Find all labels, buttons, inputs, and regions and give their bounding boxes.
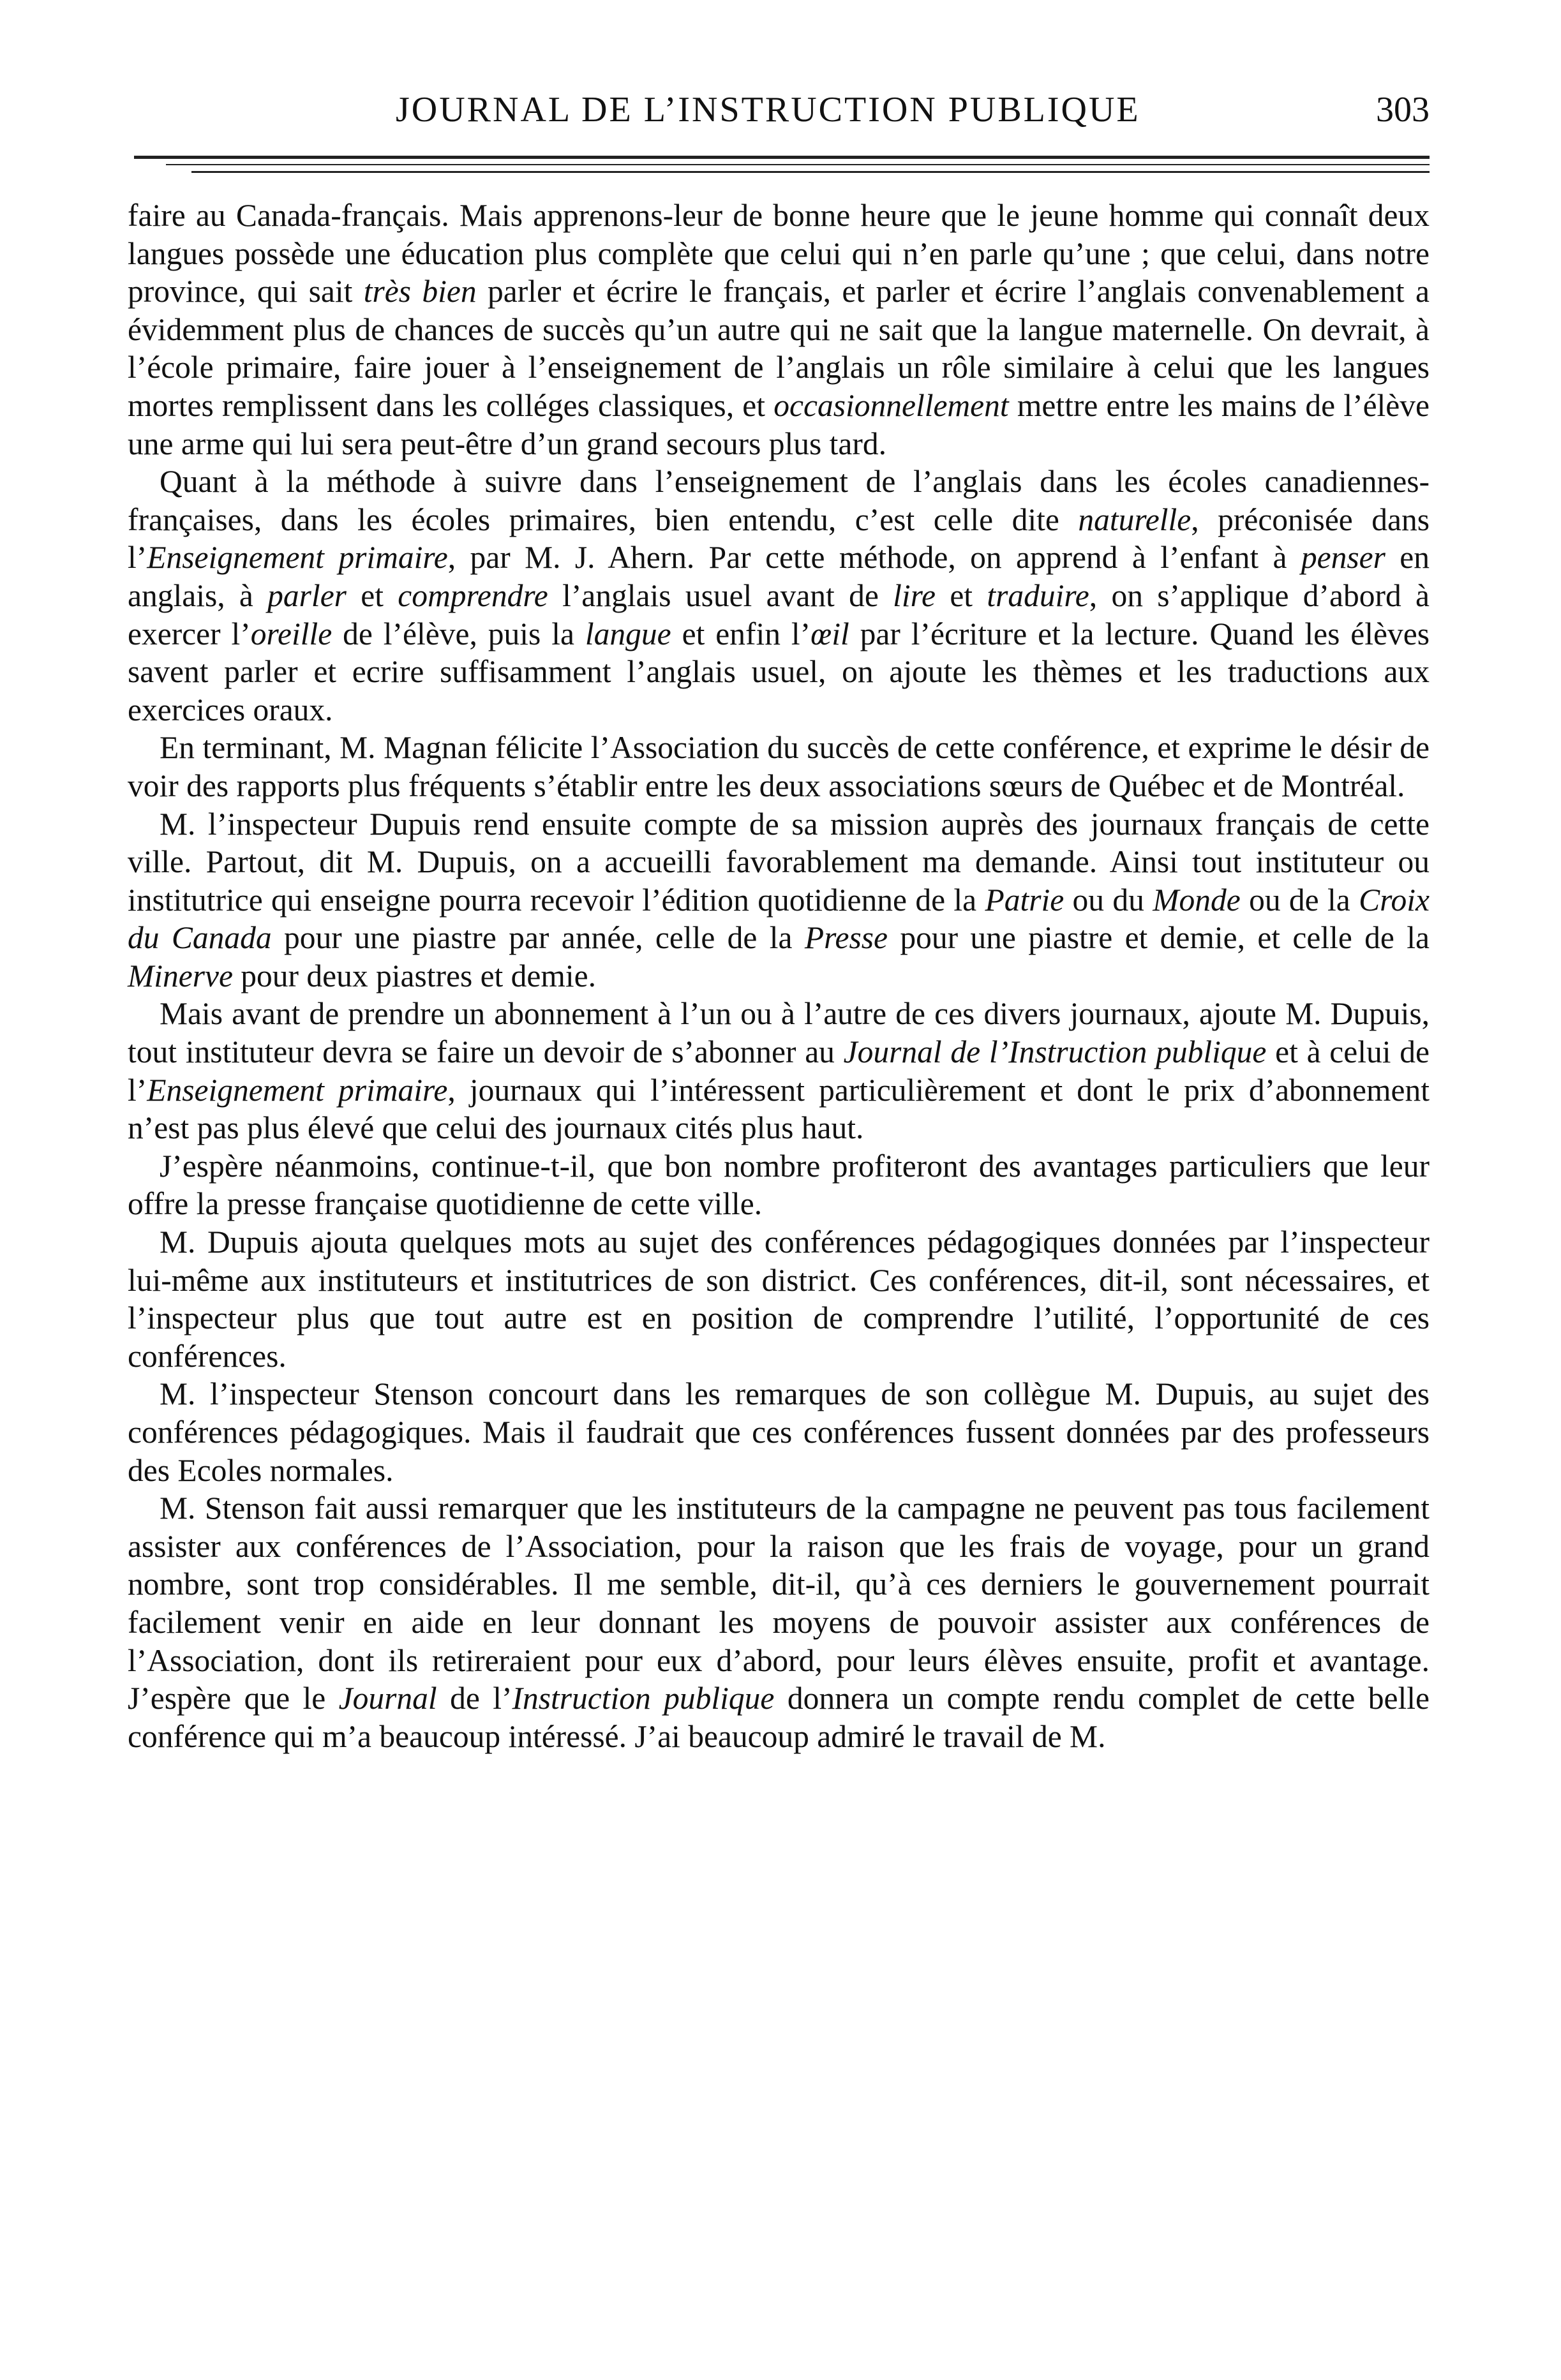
header-rule xyxy=(134,156,1430,159)
italic-text: penser xyxy=(1301,540,1385,576)
text-run: parler et écrire le français, et parler et écrire l’anglais convenablement a évidemment plus de chances de succès qu’un autre qui ne sait que la langue maternelle. On devrait, à l’école primaire, faire jouer à l’enseignement de l’anglais un rôle similaire à celui que les langues mortes remplissent dans les colléges classiques, et xyxy=(128,274,1430,423)
italic-text: lire xyxy=(893,577,936,613)
italic-text: oreille xyxy=(250,616,332,651)
article-body xyxy=(128,197,1430,1755)
page-number: 303 xyxy=(1376,90,1430,130)
italic-text: Instruction publique xyxy=(512,1681,775,1716)
text-run: de l’élève, puis la xyxy=(332,616,585,651)
paragraph xyxy=(128,197,1430,463)
italic-text: Enseignement primaire xyxy=(147,540,448,576)
text-run: En terminant, M. Magnan félicite l’Association du succès de cette conférence, et exprime le désir de voir des rapports plus fréquents s’établir entre les deux associations sœurs de Québec et de Montréal. xyxy=(128,730,1430,803)
text-run: de l’ xyxy=(437,1681,512,1716)
italic-text: Journal xyxy=(338,1681,437,1716)
paragraph xyxy=(128,805,1430,995)
italic-text: naturelle xyxy=(1078,502,1191,537)
text-run: Quant à la méthode à suivre dans l’enseignement de l’anglais dans les écoles canadiennes-françaises, dans les écoles primaires, bien entendu, c’est celle dite xyxy=(128,464,1430,537)
italic-text: Journal de l’Instruction publique xyxy=(843,1034,1267,1070)
text-run: et à celui de l’ xyxy=(128,1034,1430,1108)
text-run: , préconisée dans l’ xyxy=(128,502,1430,576)
text-run: , on s’applique d’abord à exercer l’ xyxy=(128,577,1430,651)
italic-text: Monde xyxy=(1153,882,1241,918)
text-run: M. Dupuis ajouta quelques mots au sujet des conférences pédagogiques données par l’inspecteur lui-même aux instituteurs et institutrices de son district. Ces conférences, dit-il, sont nécessaires, et l’inspecteur plus que tout autre est en position de comprendre l’utilité, l’opportunité de ces conférences. xyxy=(128,1224,1430,1374)
text-run: , par M. J. Ahern. Par cette méthode, on apprend à l’enfant à xyxy=(447,540,1301,576)
text-run: pour une piastre et demie, et celle de la xyxy=(887,920,1430,956)
text-run: et xyxy=(936,577,987,613)
text-run: M. Stenson fait aussi remarquer que les instituteurs de la campagne ne peuvent pas tous facilement assister aux conférences de l’Association, pour la raison que les frais de voyage, pour un grand nombre, sont trop considérables. Il me semble, dit-il, qu’à ces derniers le gouvernement pourrait facilement venir en aide en leur donnant les moyens de pouvoir assister aux conférences de l’Association, dont ils retireraient pour eux d’abord, pour leurs élèves ensuite, profit et avantage. J’espère que le xyxy=(128,1491,1430,1716)
text-run: ou du xyxy=(1064,882,1153,918)
text-run: et enfin l’ xyxy=(671,616,811,651)
text-run: donnera un compte rendu complet de cette belle conférence qui m’a beaucoup intéressé. J’ai beaucoup admiré le travail de M. xyxy=(128,1681,1430,1754)
paragraph xyxy=(128,1375,1430,1489)
text-run: faire au Canada-français. Mais apprenons-leur de bonne heure que le jeune homme qui connaît deux langues possède une éducation plus complète que celui qui n’en parle qu’une ; que celui, dans notre province, qui sait xyxy=(128,198,1430,309)
text-run: , journaux qui l’intéressent particulièrement et dont le prix d’abonnement n’est pas plus élevé que celui des journaux cités plus haut. xyxy=(128,1072,1430,1146)
running-title: JOURNAL DE L’INSTRUCTION PUBLIQUE xyxy=(396,90,1140,130)
text-run: J’espère néanmoins, continue-t-il, que bon nombre profiteront des avantages particuliers que leur offre la presse française quotidienne de cette ville. xyxy=(128,1148,1430,1222)
paragraph xyxy=(128,1223,1430,1375)
italic-text: Croix du Canada xyxy=(128,882,1430,956)
text-run: par l’écriture et la lecture. Quand les élèves savent parler et ecrire suffisamment l’anglais usuel, on ajoute les thèmes et les traductions aux exercices oraux. xyxy=(128,616,1430,727)
italic-text: Patrie xyxy=(985,882,1064,918)
italic-text: œil xyxy=(810,616,849,651)
page-header xyxy=(128,89,1430,134)
text-run: pour deux piastres et demie. xyxy=(232,958,597,993)
text-run: M. l’inspecteur Dupuis rend ensuite compte de sa mission auprès des journaux français de cette ville. Partout, dit M. Dupuis, on a accueilli favorablement ma demande. Ainsi tout instituteur ou institutrice qui enseigne pourra recevoir l’édition quotidienne de la xyxy=(128,806,1430,918)
paragraph xyxy=(128,995,1430,1147)
italic-text: langue xyxy=(585,616,671,651)
italic-text: comprendre xyxy=(398,577,548,613)
text-run: pour une piastre par année, celle de la xyxy=(271,920,805,956)
text-run: mettre entre les mains de l’élève une arme qui lui sera peut-être d’un grand secours plus tard. xyxy=(128,387,1430,461)
text-run: M. l’inspecteur Stenson concourt dans les remarques de son collègue M. Dupuis, au sujet des conférences pédagogiques. Mais il faudrait que ces conférences fussent données par des professeurs des Ecoles normales. xyxy=(128,1376,1430,1488)
text-run: l’anglais usuel avant de xyxy=(548,577,893,613)
italic-text: Enseignement primaire xyxy=(147,1072,448,1108)
text-run: et xyxy=(346,577,398,613)
paragraph xyxy=(128,463,1430,729)
text-run: en anglais, à xyxy=(128,540,1430,613)
header-rule xyxy=(166,164,1430,165)
paragraph xyxy=(128,729,1430,805)
text-run: Mais avant de prendre un abonnement à l’un ou à l’autre de ces divers journaux, ajoute M. Dupuis, tout instituteur devra se faire un devoir de s’abonner au xyxy=(128,996,1430,1070)
italic-text: très bien xyxy=(363,274,477,309)
paragraph xyxy=(128,1147,1430,1223)
italic-text: Presse xyxy=(804,920,888,956)
italic-text: traduire xyxy=(987,577,1089,613)
header-rule xyxy=(191,171,1430,173)
italic-text: Minerve xyxy=(128,958,233,993)
italic-text: parler xyxy=(267,577,347,613)
italic-text: occasionnellement xyxy=(773,387,1009,423)
text-run: ou de la xyxy=(1240,882,1359,918)
paragraph xyxy=(128,1489,1430,1755)
